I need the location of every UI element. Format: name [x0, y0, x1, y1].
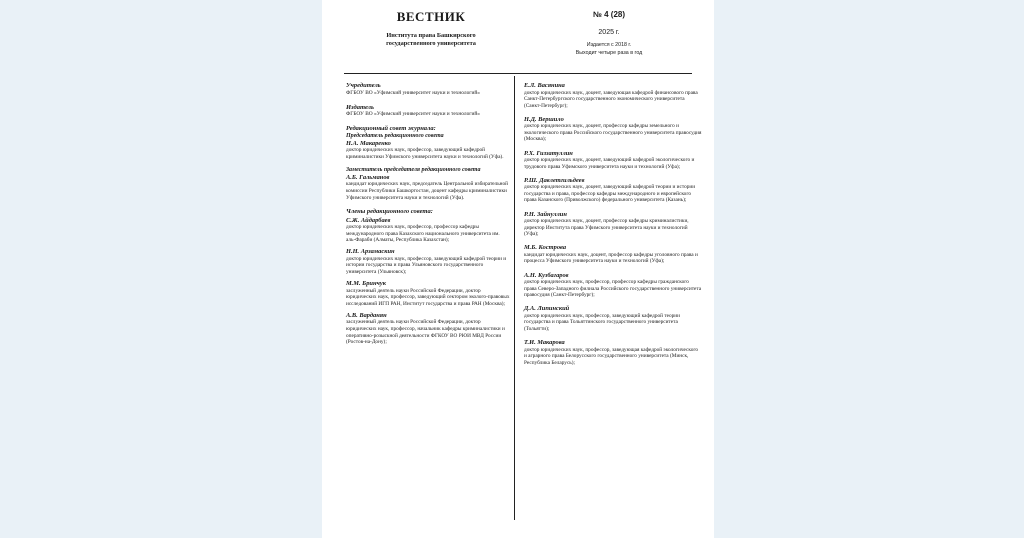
member-name: Р.Х. Гиззатуллин: [524, 149, 573, 157]
member-name: М.Б. Кострова: [524, 244, 567, 252]
board-member: [346, 248, 510, 275]
board-chair: [346, 133, 510, 161]
board-member: [524, 305, 702, 332]
deputy-name: А.Б. Гальманов: [346, 173, 390, 181]
member-name: Р.Н. Зайнуллин: [524, 210, 567, 218]
board-member: [346, 217, 510, 244]
board-member: [524, 116, 702, 143]
left-column: [346, 82, 510, 350]
member-name: Д.А. Липинский: [524, 305, 570, 313]
member-description: доктор юридических наук, доцент, профессор кафедры криминалистики, директор Института права Уфимского университета науки и технологий (Уфа);: [524, 218, 689, 238]
board-member: [346, 280, 510, 307]
editorial-board-title: Редакционный совет журнала:: [346, 125, 436, 132]
journal-page: [322, 0, 714, 538]
board-member: [524, 211, 702, 238]
board-member: [524, 82, 702, 109]
member-description: доктор юридических наук, доцент, заведующая кафедрой финансового права Санкт-Петербургского государственного экономического университета (Санкт-Петербург);: [524, 89, 698, 109]
board-member: [524, 150, 702, 171]
chair-name: Н.А. Макаренко: [346, 139, 391, 147]
deputy-role: Заместитель председателя редакционного совета: [346, 166, 481, 173]
member-description: кандидат юридических наук, доцент, профессор кафедры уголовного права и процесса Уфимского университета науки и технологий (Уфа);: [524, 251, 698, 265]
header-rule: [344, 73, 692, 74]
member-name: Т.И. Макарова: [524, 339, 565, 347]
journal-subtitle-line-2: государственного университета: [386, 40, 476, 47]
journal-subtitle: [346, 32, 516, 48]
member-name: Е.Л. Васянина: [524, 82, 565, 89]
member-name: А.В. Варданян: [346, 311, 387, 319]
founder-title: Учредитель: [346, 82, 381, 89]
member-name: А.Н. Кузбагаров: [524, 271, 569, 279]
chair-role: Председатель редакционного совета: [346, 132, 444, 139]
journal-subtitle-line-1: Института права Башкирского: [386, 32, 476, 39]
member-description: доктор юридических наук, доцент, профессор кафедры земельного и экологического права Российского государственного университета правосудия (Москва);: [524, 123, 702, 143]
published-since: Издается с 2018 г.: [586, 42, 632, 48]
member-name: Н.Н. Арзамаскин: [346, 248, 395, 256]
member-name: М.М. Бринчук: [346, 280, 386, 288]
member-name: С.Ж. Айдарбаев: [346, 216, 391, 224]
member-description: доктор юридических наук, профессор, профессор кафедры гражданского права Северо-Западного филиала Российского государственного университета правосудия (Санкт-Петербург);: [524, 279, 702, 299]
chair-description: доктор юридических наук, профессор, заведующий кафедрой криминалистики Уфимского университета науки и технологий (Уфа).: [346, 147, 504, 160]
member-description: доктор юридических наук, профессор, заведующая кафедрой экологического и аграрного права Белорусского государственного университета (Минск, Республика Беларусь);: [524, 346, 699, 366]
member-description: доктор юридических наук, профессор, заведующий кафедрой теории государства и права Тольяттинского государственного университета (Тольятти);: [524, 312, 680, 332]
publisher-section: [346, 104, 510, 119]
member-description: доктор юридических наук, доцент, заведующий кафедрой теории и истории государства и права, профессор кафедры международного и европейского права Казанского (Приволжского) федерального университета (Казань);: [524, 184, 696, 204]
member-description: доктор юридических наук, профессор, заведующий кафедрой теории и истории государства и права Ульяновского государственного университета (Ульяновск);: [346, 255, 507, 276]
publisher-body: ФГБОУ ВО «Уфимский университет науки и технологий»: [346, 111, 480, 118]
founder-body: ФГБОУ ВО «Уфимский университет науки и технологий»: [346, 89, 480, 96]
publication-frequency: Выходит четыре раза в год: [575, 49, 643, 56]
board-member: [524, 339, 702, 366]
board-member: [524, 272, 702, 299]
member-name: Н.Д. Вершило: [524, 115, 564, 123]
deputy-description: кандидат юридических наук, председатель Центральной избирательной комиссии Республики Башкортостан, доцент кафедры криминалистики Уфимского университета науки и технологий (Уфа).: [346, 181, 509, 201]
board-deputy-chair: [346, 167, 510, 201]
founder-section: [346, 82, 510, 97]
board-members-title: Члены редакционного совета:: [346, 207, 433, 215]
board-member: [524, 244, 702, 265]
journal-title: ВЕСТНИК: [396, 9, 466, 24]
right-column: [524, 82, 702, 373]
member-description: заслуженный деятель науки Российской Федерации, доктор юридических наук, профессор, начальник кафедры криминалистики и оперативно-розыскной деятельности ФГКОУ ВО РЮИ МВД России (Ростов-на-Дону);: [346, 319, 505, 346]
member-description: доктор юридических наук, доцент, заведующий кафедрой экологического и трудового права Уфимского университета науки и технологий (Уфа);: [524, 157, 695, 170]
column-divider: [514, 76, 515, 520]
publisher-title: Издатель: [346, 103, 374, 111]
publication-info: [544, 42, 674, 57]
issue-year: 2025 г.: [598, 29, 620, 36]
member-description: доктор юридических наук, профессор, профессор кафедры международного права Казахского национального университета им. аль-Фараби (Алматы, Республика Казахстан);: [346, 224, 500, 244]
board-member: [524, 177, 702, 204]
member-name: Р.Ш. Давлетгильдеев: [524, 176, 585, 184]
board-member: [346, 312, 510, 346]
member-description: заслуженный деятель науки Российской Федерации, доктор юридических наук, профессор, заведующий сектором эколого-правовых исследований ИГП РАН, Институт государства и права РАН (Москва);: [346, 287, 510, 307]
issue-number: № 4 (28): [592, 10, 626, 19]
